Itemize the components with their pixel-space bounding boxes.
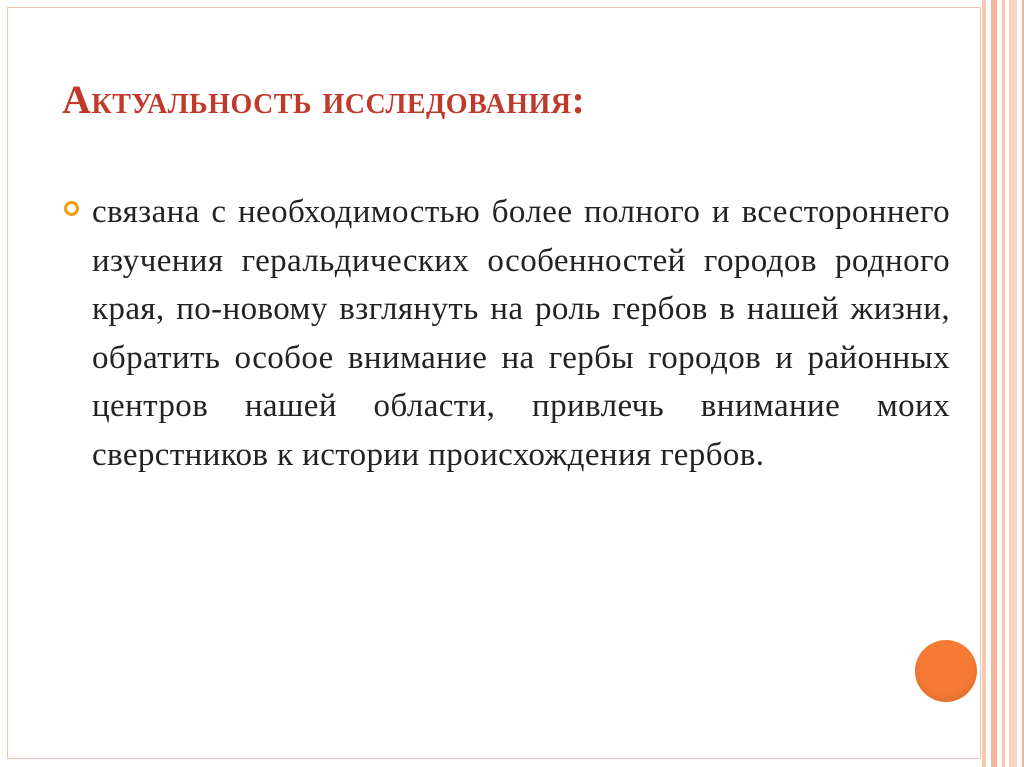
stripe <box>982 0 986 767</box>
slide-title: Актуальность исследования: <box>62 77 586 122</box>
bullet-item <box>64 188 954 479</box>
stripe <box>1009 0 1017 767</box>
bullet-text: связана с необходимостью более полного и всестороннего изучения геральдических особенностей городов родного края, по-новому взглянуть на роль гербов в нашей жизни, обратить особое внимание на гербы городов и районных центров нашей области, привлечь внимание моих сверстников к истории происхождения гербов. <box>92 194 950 473</box>
stripe <box>1002 0 1005 767</box>
orange-circle-icon <box>915 640 977 702</box>
ring-bullet-icon <box>64 201 79 216</box>
stripe <box>991 0 997 767</box>
decorative-stripes <box>982 0 1024 767</box>
